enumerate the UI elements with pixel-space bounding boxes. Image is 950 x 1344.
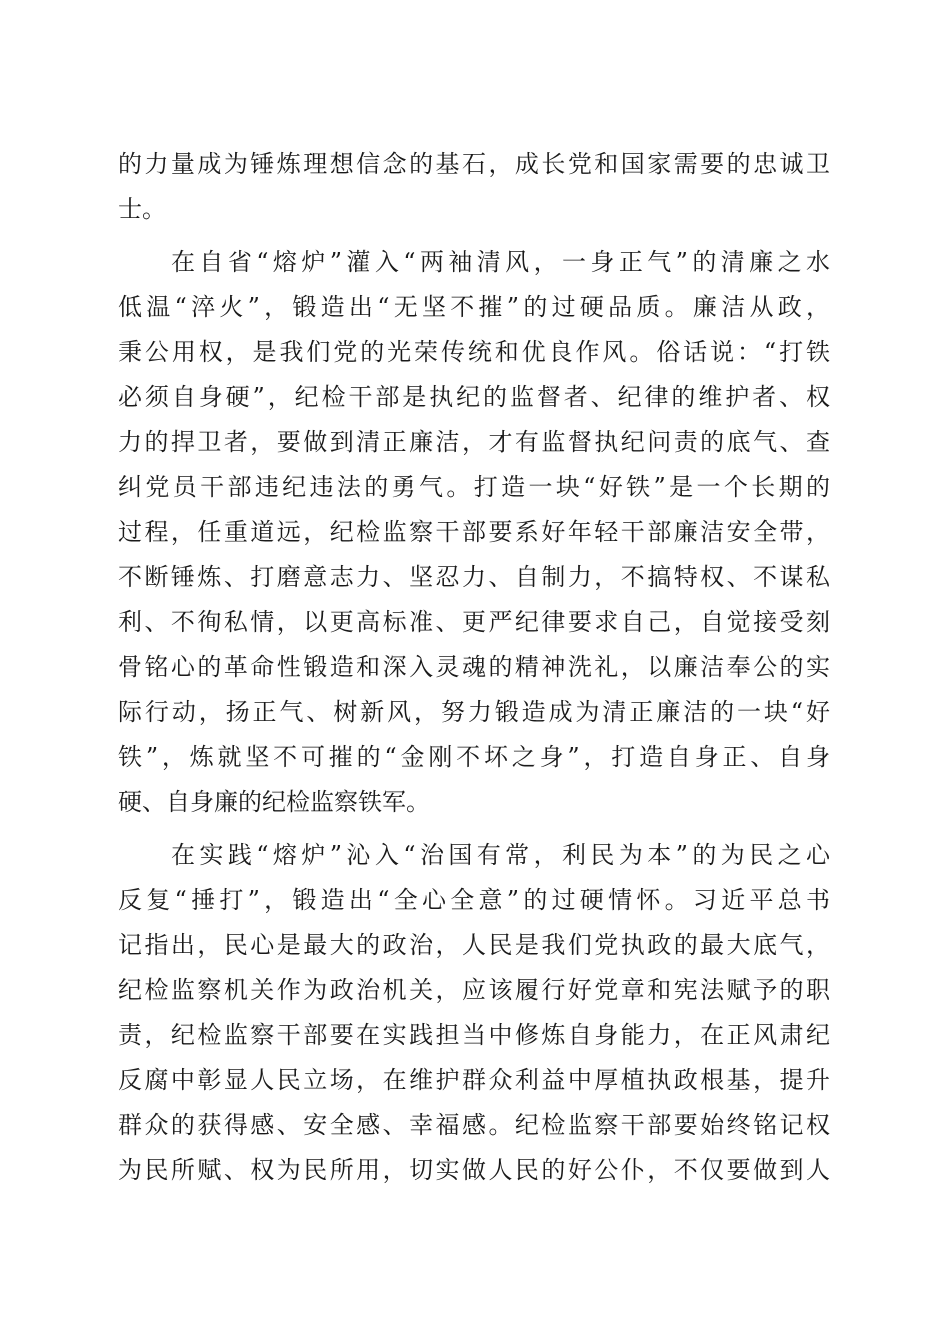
text-line: 纠党员干部违纪违法的勇气。打造一块“好铁”是一个长期的	[118, 473, 830, 501]
text-line: 群众的获得感、安全感、幸福感。纪检监察干部要始终铭记权	[118, 1111, 830, 1139]
text-line: 在实践“熔炉”沁入“治国有常，利民为本”的为民之心	[171, 841, 830, 869]
text-line: 骨铭心的革命性锻造和深入灵魂的精神洗礼，以廉洁奉公的实	[118, 653, 830, 681]
text-line: 为民所赋、权为民所用，切实做人民的好公仆，不仅要做到人	[118, 1156, 830, 1184]
text-line: 力的捍卫者，要做到清正廉洁，才有监督执纪问责的底气、查	[118, 428, 830, 456]
paragraph-1	[118, 142, 830, 232]
text-line: 记指出，民心是最大的政治，人民是我们党执政的最大底气，	[118, 931, 830, 959]
document-body	[118, 142, 830, 1193]
text-line: 不断锤炼、打磨意志力、坚忍力、自制力，不搞特权、不谋私	[118, 563, 830, 591]
text-line: 必须自身硬”，纪检干部是执纪的监督者、纪律的维护者、权	[118, 383, 830, 411]
text-line: 的力量成为锤炼理想信念的基石，成长党和国家需要的忠诚卫	[118, 150, 830, 178]
text-line: 士。	[118, 195, 166, 223]
text-line: 际行动，扬正气、树新风，努力锻造成为清正廉洁的一块“好	[118, 698, 830, 726]
paragraph-2	[118, 240, 830, 825]
text-line: 铁”，炼就坚不可摧的“金刚不坏之身”，打造自身正、自身	[118, 743, 830, 771]
text-line: 在自省“熔炉”灌入“两袖清风，一身正气”的清廉之水	[171, 248, 830, 276]
text-line: 责，纪检监察干部要在实践担当中修炼自身能力，在正风肃纪	[118, 1021, 830, 1049]
text-line: 低温“淬火”，锻造出“无坚不摧”的过硬品质。廉洁从政，	[118, 293, 830, 321]
text-line: 反复“捶打”，锻造出“全心全意”的过硬情怀。习近平总书	[118, 886, 830, 914]
text-line: 利、不徇私情，以更高标准、更严纪律要求自己，自觉接受刻	[118, 608, 830, 636]
text-line: 秉公用权，是我们党的光荣传统和优良作风。俗话说：“打铁	[118, 338, 830, 366]
text-line: 过程，任重道远，纪检监察干部要系好年轻干部廉洁安全带，	[118, 518, 830, 546]
text-line: 纪检监察机关作为政治机关，应该履行好党章和宪法赋予的职	[118, 976, 830, 1004]
paragraph-3	[118, 833, 830, 1193]
text-line: 硬、自身廉的纪检监察铁军。	[118, 788, 430, 816]
text-line: 反腐中彰显人民立场，在维护群众利益中厚植执政根基，提升	[118, 1066, 830, 1094]
